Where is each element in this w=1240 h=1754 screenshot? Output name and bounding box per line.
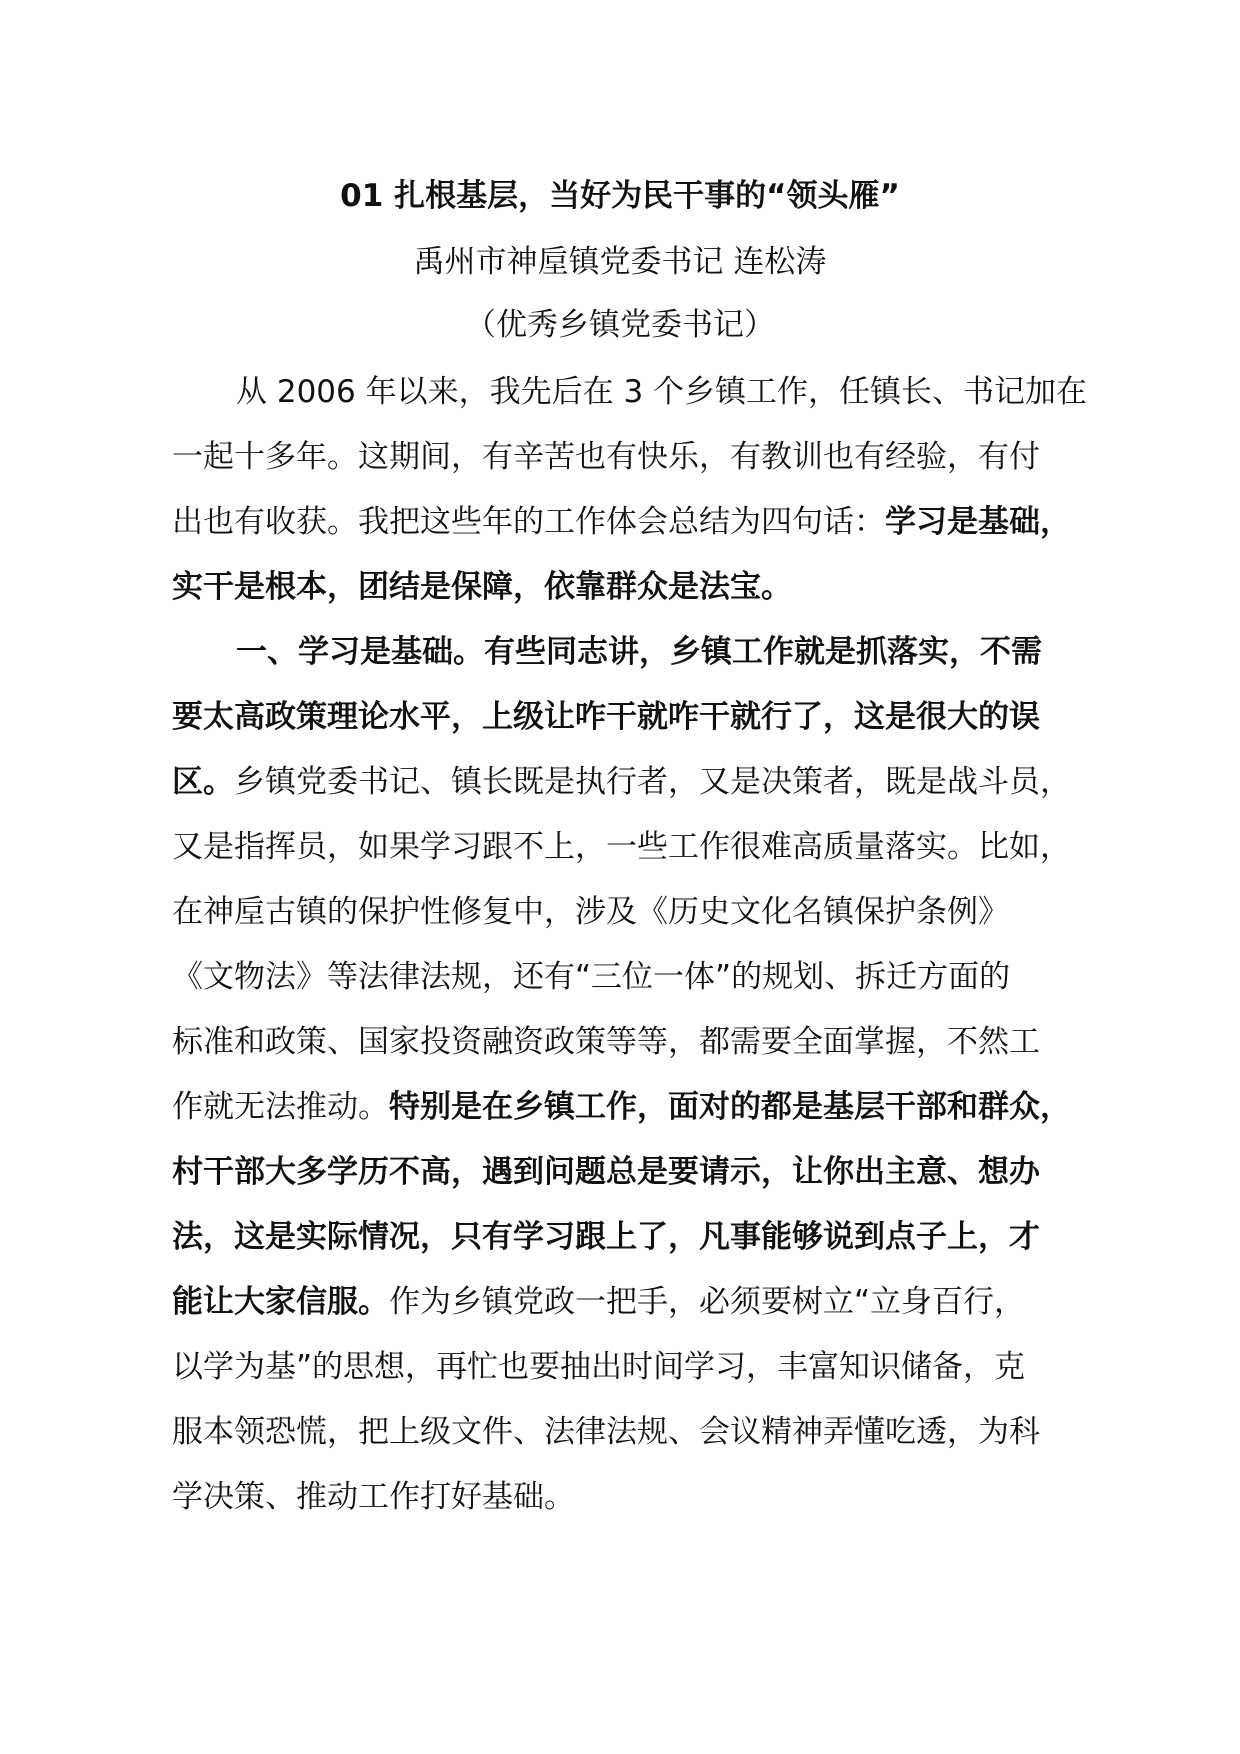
p1-text-2: 一起十多年。这期间，有辛苦也有快乐，有教训也有经验，有付 (172, 439, 1040, 475)
p1-text-1: 从 2006 年以来，我先后在 3 个乡镇工作，任镇长、书记加在 (236, 374, 1088, 410)
p2-bold-10: 法，这是实际情况，只有学习跟上了，凡事能够说到点子上，才 (172, 1219, 1040, 1255)
document-title: 01 扎根基层，当好为民干事的“领头雁” (340, 178, 900, 214)
p2-line-9 (172, 1140, 1092, 1205)
p2-line-2 (172, 685, 1092, 750)
p2-bold-2: 要太高政策理论水平，上级让咋干就咋干就行了，这是很大的误 (172, 699, 1040, 735)
p1-line-4 (172, 555, 1092, 620)
p2-bold-3: 区。 (172, 764, 234, 800)
p2-line-14 (172, 1465, 1092, 1530)
p2-bold-11: 能让大家信服。 (172, 1284, 389, 1320)
p2-line-12 (172, 1335, 1092, 1400)
p2-text-7: 标准和政策、国家投资融资政策等等，都需要全面掌握，不然工 (172, 1024, 1040, 1060)
author-line: 禹州市神垕镇党委书记 连松涛 (413, 244, 827, 280)
p2-text-11: 作为乡镇党政一把手，必须要树立“立身百行， (389, 1284, 1026, 1320)
p2-line-1 (172, 620, 1092, 685)
p1-text-3: 出也有收获。我把这些年的工作体会总结为四句话： (172, 504, 885, 540)
p2-line-7 (172, 1010, 1092, 1075)
p2-line-4 (172, 815, 1092, 880)
p2-bold-1: 一、学习是基础。有些同志讲，乡镇工作就是抓落实，不需 (236, 634, 1042, 670)
p1-bold-4: 实干是根本，团结是保障，依靠群众是法宝。 (172, 569, 792, 605)
honor-line: （优秀乡镇党委书记） (465, 307, 775, 343)
p2-text-13: 服本领恐慌，把上级文件、法律法规、会议精神弄懂吃透，为科 (172, 1414, 1040, 1450)
p2-bold-9: 村干部大多学历不高，遇到问题总是要请示，让你出主意、想办 (172, 1154, 1040, 1190)
p2-text-14: 学决策、推动工作打好基础。 (172, 1479, 575, 1515)
p2-line-13 (172, 1400, 1092, 1465)
p2-text-3: 乡镇党委书记、镇长既是执行者，又是决策者，既是战斗员， (234, 764, 1071, 800)
p2-line-8 (172, 1075, 1092, 1140)
p1-line-1 (172, 360, 1092, 425)
p1-bold-3: 学习是基础， (885, 504, 1071, 540)
p2-text-6: 《文物法》等法律法规，还有“三位一体”的规划、拆迁方面的 (172, 959, 1011, 995)
p2-line-11 (172, 1270, 1092, 1335)
p2-text-12: 以学为基”的思想，再忙也要抽出时间学习，丰富知识储备，克 (172, 1349, 1026, 1385)
p2-line-6 (172, 945, 1092, 1010)
p2-text-8: 作就无法推动。 (172, 1089, 389, 1125)
p2-text-5: 在神垕古镇的保护性修复中，涉及《历史文化名镇保护条例》 (172, 894, 1009, 930)
p2-text-4: 又是指挥员，如果学习跟不上，一些工作很难高质量落实。比如， (172, 829, 1071, 865)
p2-bold-8: 特别是在乡镇工作，面对的都是基层干部和群众， (389, 1089, 1071, 1125)
p2-line-5 (172, 880, 1092, 945)
p2-line-3 (172, 750, 1092, 815)
p1-line-2 (172, 425, 1092, 490)
body-text (172, 360, 1092, 1530)
p2-line-10 (172, 1205, 1092, 1270)
p1-line-3 (172, 490, 1092, 555)
